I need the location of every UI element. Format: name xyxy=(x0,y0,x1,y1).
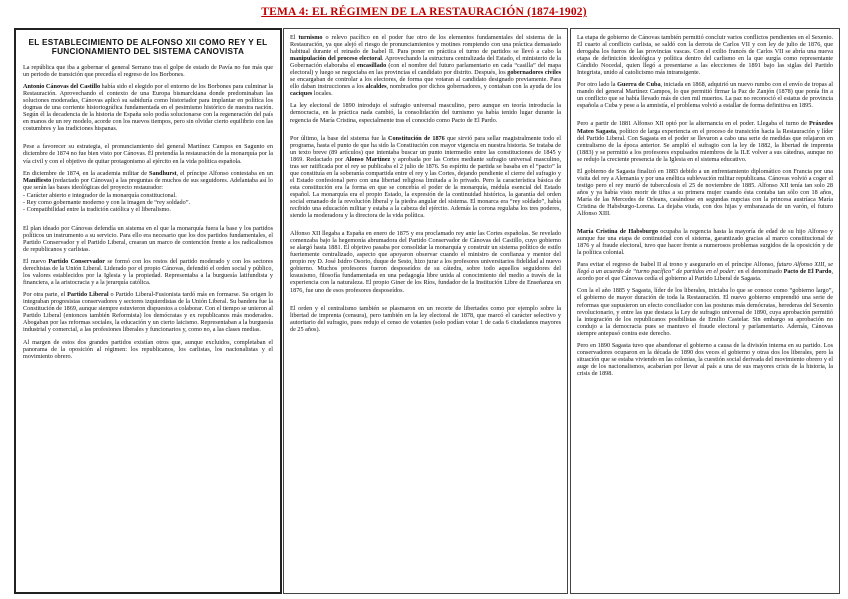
bold-term: Sandhurst xyxy=(149,169,177,177)
paragraph-text: (redactado por Cánovas) a las preguntas de muchos de sus seguidores. Adelantaba así lo que serán las bases ideológicas del proyecto restaurador: xyxy=(23,176,273,191)
paragraph-text: locales. xyxy=(312,90,333,98)
paragraph-text: se encargaban de controlar a los electores, de forma que votaran al candidato designado previamente. Para ello daban instrucciones a los xyxy=(290,76,561,91)
paragraph-text: o Partido Liberal-Fusionista tardó más en formarse. Su origen lo integraban progresistas conservadores y sectores izquierdistas de la Unión Liberal. Su bandera fue la Constitución de 1869, aunque siempre estuvieron dispuestos a colaborar. Con el tiempo se unieron al Partido Liberal (entonces también Reformista) los demócratas y ex republicanos más moderados. Abogaban por las reformas sociales, la educación y un cierto laicismo. Representaban a la burguesía industrial y comercial, a las profesiones liberales y funcionarios y, como no, a las clases medias. xyxy=(23,291,274,334)
bold-term: Alonso Martínez xyxy=(345,155,391,163)
bold-term: encasillado xyxy=(357,62,387,70)
paragraph: El gobierno de Sagasta finalizó en 1883 debido a un enfrentamiento diplomático con Francia por una visita del rey a Alemania y por una enéltica sublevación militar republicana. Cánovas volvió a coger el testigo pero el rey murió de tuberculosis el 25 de noviembre de 1885. Alfonso XII tenía tan solo 28 años y ya había visto morir de tifus a su primera mujer cuando ésta contaba tan sólo con 18 años, María de las Mercedes de Orleans, casándose en segundas nupcias con la princesa austríaca María Cristina de Habsburgo-Lorena. La dejaba viuda, con dos hijas y embarazada de un varón, el futuro Alfonso XIII. xyxy=(577,167,833,218)
paragraph-text: Pero a partir de 1881 Alfonso XII optó por la alternancia en el poder. Llegaba el turno de xyxy=(577,120,809,128)
bold-term: Constitución de 1876 xyxy=(388,134,445,142)
paragraph-text: El nuevo xyxy=(23,258,49,266)
bold-term: manipulación del proceso electoral xyxy=(290,55,382,63)
paragraph-text: , el príncipe Alfonso contestaba en un xyxy=(176,169,273,177)
list-item: - Compatibilidad entre la tradición católica y el liberalismo. xyxy=(23,205,171,213)
paragraph: La etapa de gobierno de Cánovas también permitió concluir varios conflictos pendientes en el Sexenio. El cuarto al conflicto carlista, se saldó con la derrota de Carlos VII y con ley de julio de 1876, que derogaba los fueros de las provincias vascas. Con el exilio francés de Carlos VII se abría una nueva etapa de definición ideológica y política dentro del carlismo en la que surgía como representante Cándido Nocedal, quien llegó a presentarse a las elecciones de 1891 bajo las siglas del Partido Integrista, unido al catolicismo más intransigente. xyxy=(577,34,833,77)
paragraph-text: El xyxy=(290,34,299,41)
paragraph: La ley electoral de 1890 introdujo el sufragio universal masculino, pero aunque en teoría introducía la democracia, en la práctica nada cambió, la consolidación del turnismo ya había tenido lugar durante la regencia de María Cristina, especialmente tras el conocido como Pacto de El Pardo. xyxy=(290,102,561,124)
bold-term: Partido Liberal xyxy=(67,291,109,299)
paragraph-text: ocupaba la regencia hasta la mayoría de edad de su hijo Alfonso y aunque fue una etapa de continuidad con el sistema, garantizado gracias al marco constitucional de 1876 y al fraude electoral, tuvo que hacer frente a numerosos problemas surgidos de la oposición y de la política colonial. xyxy=(577,228,833,257)
paragraph xyxy=(577,228,833,256)
bold-term: Guerra de Cuba xyxy=(617,81,661,89)
paragraph-text: En diciembre de 1874, en la academia militar de xyxy=(23,169,150,177)
paragraph-text: Por otra parte, el xyxy=(23,291,68,299)
paragraph-text: se formó con los restos del partido moderado y con los sectores derechistas de la Unión Liberal. Liderado por el propio Cánovas, defendió el orden social y público, los valores establecidos por la Iglesia y la propiedad. Representaba a la burguesía latifundista y financiera, a la aristocracia y a la jerarquía católica. xyxy=(23,258,273,287)
paragraph: Pero en 1890 Sagasta tuvo que abandonar el gobierno a causa de la división interna en su partido. Los conservadores ocuparon en la década de 1890 dos veces el gobierno y otras dos los liberales, pero la situación que se estaba viviendo en las colonias, la cuestión social derivada del movimiento obrero y el auge de los nacionalismos, acabarían por llevar al país a una de sus mayores crisis de la historia, la crisis de 1898. xyxy=(577,341,833,377)
bold-term: Pacto de El Pardo xyxy=(783,268,832,276)
paragraph xyxy=(577,120,833,162)
paragraph xyxy=(23,258,273,286)
paragraph: El orden y el centralismo también se plasmaron en un recorte de libertades como por ejemplo sobre la libertad de imprenta (censura), pero también en la ley electoral de 1878, que marcó el carácter selectivo y autoritario del sufragio, pues redujo el censo de votantes (solo podían votar 1 de cada 6 ciudadanos mayores de 25 años). xyxy=(290,304,561,333)
paragraph: Al margen de estos dos grandes partidos existían otros que, aunque excluidos, completaban el panorama de la oposición al régimen: los republicanos, los carlistas, los nacionalistas y el movimiento obrero. xyxy=(23,338,273,360)
paragraph xyxy=(577,261,833,282)
paragraph-text: en el denominado xyxy=(736,268,784,276)
section-heading: EL ESTABLECIMIENTO DE ALFONSO XII COMO REY Y EL FUNCIONAMIENTO DEL SISTEMA CANOVISTA xyxy=(28,38,268,56)
italic-text: futuro Alfonso XIII, se llegó a un acuerdo de “turno pacífico” de partidos en el poder: xyxy=(577,261,833,276)
page-title: TEMA 4: EL RÉGIMEN DE LA RESTAURACIÓN (1874-1902) xyxy=(261,6,587,18)
paragraph-text: Por último, la base del sistema fue la xyxy=(290,134,389,142)
paragraph xyxy=(577,81,833,109)
bold-term: María Cristina de Habsburgo xyxy=(577,228,658,236)
paragraph xyxy=(23,291,273,333)
paragraph-text: (con el nombre del futuro parlamentario en cada “casilla” del mapa electoral) y luego se negociaba en las provincias el candidato por distrito. Después, los xyxy=(290,62,562,77)
paragraph-text: había sido el elegido por el entorno de los Borbones para culminar la Restauración. Aprovechando el contexto de una Europa bismarckiana donde predominaban las soluciones moderadas, Cánovas aplicó su sabiduría como historiador para implantar en política los dogmas de una corriente historiográfica fundamentada en el pesimismo histórico de nuestra nación. Según él la decadencia de la historia de España solo podía solucionarse con la regeneración del país en manos de un rey modelo, acorde con los nuevos tiempos, pero sin olvidar cierto equilibrio con las costumbres y las tradiciones hispanas. xyxy=(23,83,273,133)
bold-term: alcaldes xyxy=(365,83,387,91)
paragraph-text: , acordo por el que Cánovas cedía el gobierno al Partido Liberal de Sagasta. xyxy=(577,268,833,283)
paragraph-text: que sirvió para sellar magistralmente todo el programa, hasta el punto de que ha sido la Constitución con mayor vigencia en nuestra historia. Se trataba de un texto breve (89 artículos) que intentaba buscar un punto intermedio entre las constituciones de 1845 y 1869. Redactado por xyxy=(290,134,561,163)
paragraph-text: Por otro lado la xyxy=(577,81,618,89)
bold-term: Práxedes Mateo Sagasta xyxy=(577,120,833,135)
bold-term: turnismo xyxy=(298,34,323,41)
paragraph: Con la el año 1885 y Sagasta, líder de los liberales, iniciaba lo que se conoce como “gobierno largo”, el gobierno de mayor duración de toda la Restauración. El nuevo gobierno emprendió una serie de reformas que supusieron un efecto conciliador con las posturas más demócratas, herederas del Sexenio revolucionario, y entre las que destaca la Ley de sufragio universal de 1890, cuya aprobación permitió la integración de los republicanos posibilistas de Emilio Castelar. Sin embargo su aprobación no condujo a la democracia pues se mantuvo el fraude electoral y parlamentario. Además, Cánovas siempre antepusó contra este derecho. xyxy=(577,287,833,337)
paragraph xyxy=(23,170,273,191)
column-left xyxy=(14,28,282,594)
paragraph xyxy=(23,83,273,132)
column-middle xyxy=(283,28,568,594)
paragraph-text: Para evitar el regreso de Isabel II al trono y asegurarlo en el príncipe Alfonso, xyxy=(577,261,777,269)
list-item: - Rey como gobernante moderno y con la imagen de “rey soldado”. xyxy=(23,198,191,206)
bold-term: caciques xyxy=(290,90,313,98)
paragraph-text: y aprobada por las Cortes mediante sufragio universal masculino, tras ser ratificada por el rey se publicaba el 2 julio de 1876. Su espíritu de partida se basaba en el “pacto” la que constituía en la soberanía compartida entre el rey y las Cortes, dejando pendiente el cierre del sufragio y el Estado confesional pero con una libertad religiosa limitada a lo privado. Pero la característica básica de esta constitución era la forma en que se concebía el poder de la monarquía, médula esencial del Estado español. La monarquía era el propio Estado, la expresión de la continuidad histórica, la garantía del orden social emanado de la revolución liberal y la piedra angular del sistema. El monarca era “rey soldado”, había recibido una educación militar y estaba a la cabeza del ejército. Además la corona regulaba los tres poderes, siendo la moderadora y la directora de la vida política. xyxy=(290,155,561,220)
paragraph xyxy=(290,34,561,97)
paragraph-text: , político de larga experiencia en el proceso de transición hacia la Restauración y líder del Partido Liberal. Con Sagasta en el poder se llevaron a cabo una serie de medidas que relajaron en centralismo de la época anterior. Se amplió el sufragio con la ley de 1882, la libertad de imprenta (1883) y se permitió a los profesores expulsados miembros de la ILE volver a sus cátedras, aunque no se redujo la creciente presencia de la Iglesia en el sistema educativo. xyxy=(577,127,834,163)
paragraph: Pese a favorecer su estrategia, el pronunciamiento del general Martínez Campos en Sagunto en diciembre de 1874 no fue bien visto por Cánovas. Él pretendía la restauración de la monarquía por la vía civil y con el objetivo de quitar protagonismo al ejército en la vida política española. xyxy=(23,143,273,165)
bold-term: Partido Conservador xyxy=(48,258,105,266)
bold-term: Antonio Cánovas del Castillo xyxy=(23,83,101,91)
paragraph-text: . Aprovechando la estructura centralizada del Estado, el ministerio de la Gobernación elaboraba el xyxy=(290,55,561,70)
ideology-list xyxy=(23,192,273,213)
column-right xyxy=(570,28,840,594)
paragraph: La república que iba a gobernar el general Serrano tras el golpe de estado de Pavía no fue más que un periodo de transición que precedía el regreso de los Borbones. xyxy=(23,64,273,79)
list-item: - Carácter abierto e integrador de la monarquía constitucional. xyxy=(23,191,177,199)
paragraph: Alfonso XII llegaba a España en enero de 1875 y era proclamado rey ante las Cortes españolas. Se revelado comenzaba bajo la hegemonía abrumadora del Partido Conservador de Cánovas del Castillo, cuyo gobierno se alargó hasta 1881. El objetivo pasaba por consolidar la monarquía y construir un sistema político de estilo fuertemente centralizado, aspecto que apoyaron observar cuando el ministro de confianza y mentor del propio rey D. José Isidro Osorio, duque de Sesto, hizo jurar a los profesores universitarios fidelidad al nuevo gobierno. Muchos profesores fueron desposeídos de su cátedra, sobre todo aquellos seguidores del krausismo, filosofía fundamentada en una pedagogía libre unida al conocimiento del medio a través de la experiencia con la naturaleza. El propio Giner de los Ríos, fundador de la Institución Libre de Enseñanza en 1876, fue uno de esos profesores desposeídos. xyxy=(290,230,561,294)
paragraph: El plan ideado por Cánovas defendía un sistema en el que la monarquía fuera la base y los partidos políticos un instrumento a su servicio. Para ello era necesario que los dos partidos fundamentales, el Partido Conservador y el Partido Liberal, crearan un marco de contención frente a los radicalismos de republicanos y carlistas. xyxy=(23,224,273,253)
bold-term: Manifiesto xyxy=(23,176,52,184)
bold-term: gobernadores civiles xyxy=(507,69,561,77)
paragraph-text: o relevo pacífico en el poder fue otro de los elementos fundamentales del sistema de la Restauración, ya que alejó el riesgo de pronunciamientos y motines rompiendo con una práctica demasiado habitual durante el reinado de Isabel II. Para poner en práctica el turno de partidos se llevó a cabo la xyxy=(290,34,562,56)
paragraph xyxy=(290,135,561,220)
paragraph-text: , iniciada en 1868, adquirió un nuevo rumbo con el envío de tropas al mando del general Martínez Campos, lo que permitió firmar la Paz de Zanjón (1878) que ponía fin a un conflicto que se había llevado más de cien mil muertos. La paz no reconoció el estatus de provincia española a Cuba y pese a la amnistía, el problema volvió a estallar de forma definitiva en 1895. xyxy=(577,81,833,110)
paragraph-text: , nombrados por dichos gobernadores, y contaban con la ayuda de los xyxy=(386,83,562,91)
